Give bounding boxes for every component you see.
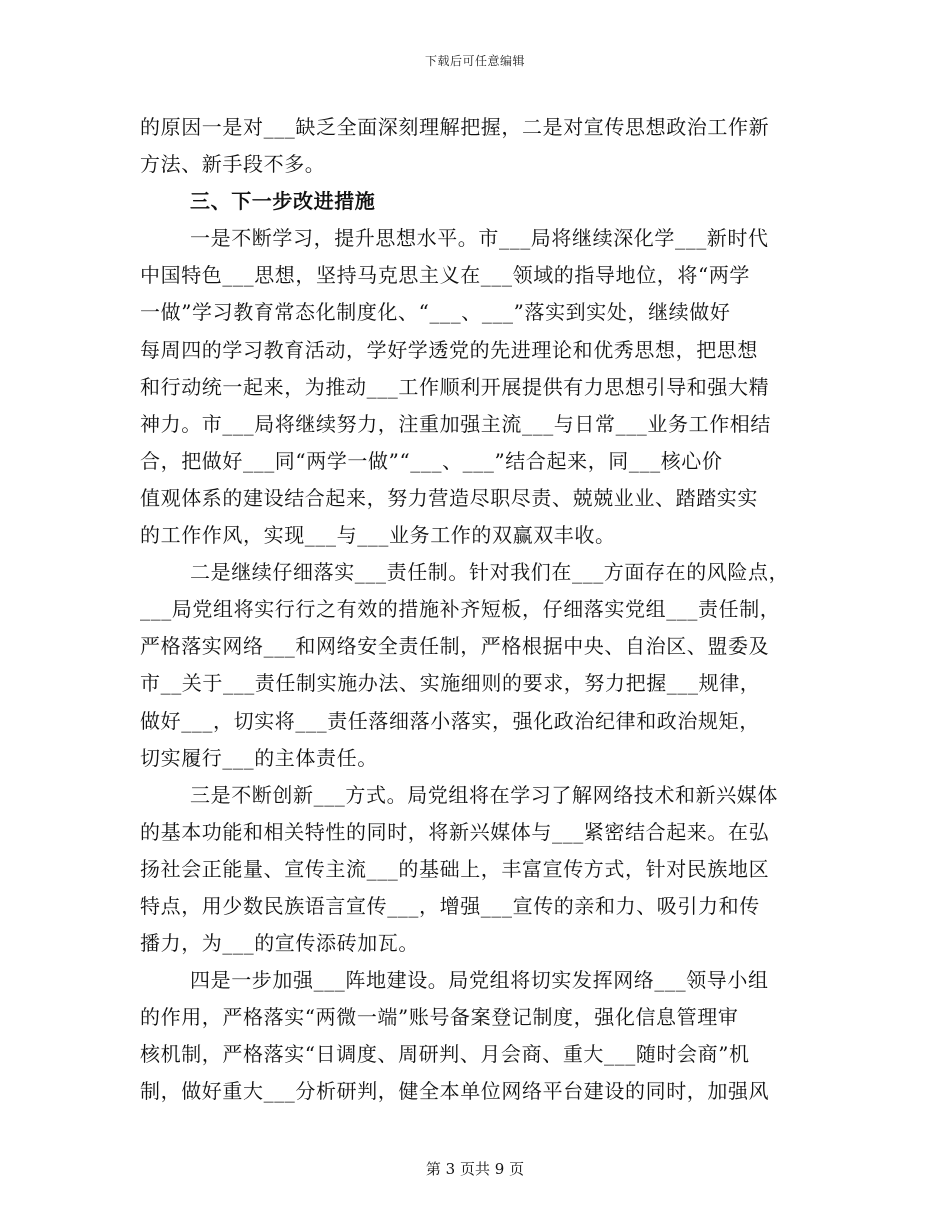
text-line: 的工作作风，实现___与___业务工作的双赢双丰收。: [140, 523, 616, 548]
text-line: 做好___，切实将___责任落细落小落实，强化政治纪律和政治规矩，: [140, 708, 760, 733]
text-line: ___局党组将实行行之有效的措施补齐短板，仔细落实党组___责任制，: [140, 597, 781, 622]
text-line: 中国特色___思想，坚持马克思主义在___领域的指导地位，将“两学: [140, 263, 751, 288]
text-line: 值观体系的建设结合起来，努力营造尽职尽责、兢兢业业、踏踏实实: [140, 485, 758, 510]
text-line: 三是不断创新___方式。局党组将在学习了解网络技术和新兴媒体: [190, 782, 778, 807]
text-line: 播力，为___的宣传添砖加瓦。: [140, 931, 419, 956]
text-line: 的原因一是对___缺乏全面深刻理解把握，二是对宣传思想政治工作新: [140, 115, 770, 139]
text-line: 四是一步加强___阵地建设。局党组将切实发挥网络___领导小组: [190, 968, 769, 993]
text-line: 和行动统一起来，为推动___工作顺利开展提供有力思想引导和强大精: [140, 374, 770, 399]
text-line: 严格落实网络___和网络安全责任制，严格根据中央、自治区、盟委及: [140, 634, 770, 659]
text-line: 核机制，严格落实“日调度、周研判、月会商、重大___随时会商”机: [140, 1042, 750, 1067]
text-line: 方法、新手段不多。: [140, 152, 326, 177]
text-line: 一是不断学习，提升思想水平。市___局将继续深化学___新时代: [190, 226, 769, 251]
text-line: 特点，用少数民族语言宣传___，增强___宣传的亲和力、吸引力和传: [140, 893, 760, 918]
text-line: 合，把做好___同“两学一做”“___、___”结合起来，同___核心价: [140, 448, 723, 473]
page-header: 下载后可任意编辑: [424, 54, 525, 68]
section-heading: 三、下一步改进措施: [190, 189, 376, 214]
text-line: 市__关于___责任制实施办法、实施细则的要求，努力把握___规律，: [140, 671, 761, 696]
page-number-footer: 第 3 页共 9 页: [425, 1160, 525, 1178]
document-body: [140, 109, 810, 1111]
text-line: 每周四的学习教育活动，学好学透党的先进理论和优秀思想，把思想: [140, 337, 758, 362]
text-line: 神力。市___局将继续努力，注重加强主流___与日常___业务工作相结: [140, 411, 771, 436]
text-line: 二是继续仔细落实___责任制。针对我们在___方面存在的风险点，: [190, 560, 790, 585]
text-line: 切实履行___的主体责任。: [140, 745, 378, 770]
text-line: 的作用，严格落实“两微一端”账号备案登记制度，强化信息管理审: [140, 1005, 739, 1030]
text-line: 一做”学习教育常态化制度化、“___、___”落实到实处，继续做好: [140, 300, 731, 325]
text-line: 扬社会正能量、宣传主流___的基础上，丰富宣传方式，针对民族地区: [140, 856, 770, 881]
text-line: 的基本功能和相关特性的同时，将新兴媒体与___紧密结合起来。在弘: [140, 819, 770, 844]
text-line: 制，做好重大___分析研判，健全本单位网络平台建设的同时，加强风: [140, 1079, 770, 1104]
